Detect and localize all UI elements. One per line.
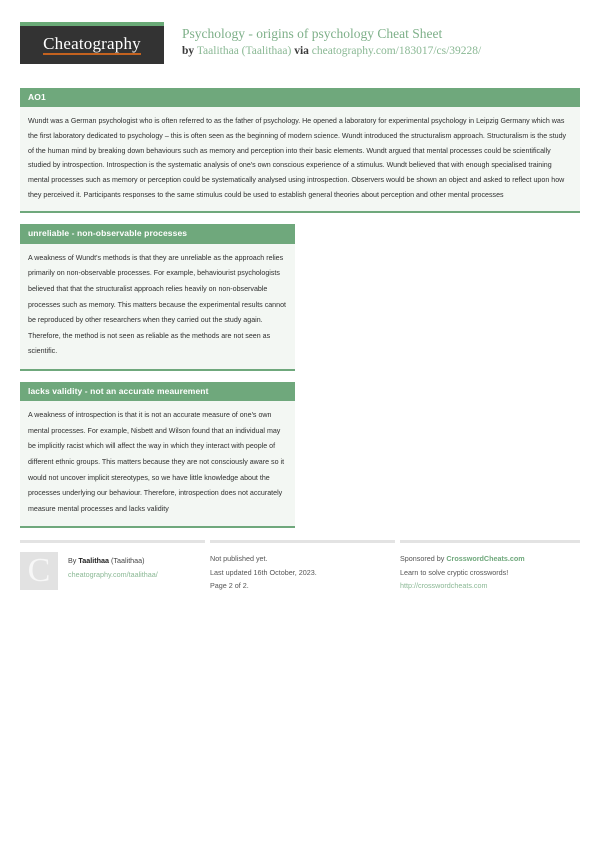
avatar: C xyxy=(20,552,58,590)
sponsor-prefix: Sponsored by xyxy=(400,554,447,564)
title-block xyxy=(182,22,481,60)
footer-author-name: Taalithaa xyxy=(78,556,110,566)
footer-author-link[interactable]: cheatography.com/taalithaa/ xyxy=(68,569,158,579)
footer-sponsor-column xyxy=(400,540,580,592)
sponsor-line xyxy=(400,552,580,565)
cheatography-logo[interactable] xyxy=(20,22,164,64)
cheat-sheet-content xyxy=(20,88,580,528)
byline xyxy=(182,43,481,60)
publish-status: Not published yet. xyxy=(210,554,268,564)
section-title: AO1 xyxy=(20,88,580,107)
logo-text: Cheatography xyxy=(43,34,141,53)
page-footer xyxy=(20,540,580,592)
section-lacks-validity xyxy=(20,382,295,529)
byline-via-label: via xyxy=(294,45,309,58)
last-updated: Last updated 16th October, 2023. xyxy=(210,567,317,577)
section-unreliable xyxy=(20,224,295,371)
footer-author-handle: (Taalithaa) xyxy=(111,556,145,566)
footer-author-column xyxy=(20,540,205,592)
byline-by-label: by xyxy=(182,45,195,58)
byline-source-link[interactable]: cheatography.com/183017/cs/39228/ xyxy=(311,45,482,58)
section-body: A weakness of Wundt's methods is that they are unreliable as the approach relies primarily on non-observable processes. For example, behaviourist psychologists believed that that the structuralist approach relies heavily on non-observable processes such as memory. This matters because the experimental results cannot be reproduced by other researchers when they carried out the study again. Therefore, the method is not seen as reliable as the methods are not seen as scientific. xyxy=(20,244,295,371)
section-ao1 xyxy=(20,88,580,213)
page-title: Psychology - origins of psychology Cheat Sheet xyxy=(182,26,443,41)
footer-author-line xyxy=(68,554,158,567)
page-number: Page 2 of 2. xyxy=(210,581,249,590)
section-title: unreliable - non-observable processes xyxy=(20,224,295,243)
footer-publish-column xyxy=(210,540,395,592)
section-title: lacks validity - not an accurate meaurement xyxy=(20,382,295,401)
page-header xyxy=(20,22,580,74)
footer-author-text xyxy=(68,552,158,592)
section-body: A weakness of introspection is that it is not an accurate measure of one's own mental processes. For example, Nisbett and Wilson found that an individual may be implicitly racist which will affect the way in which they interact with people of different ethnic groups. This matters because they are not consciously aware so it would not uncover implicit stereotypes, so we have little knowledge about the processes underlying our behaviour. Therefore, introspection does not accurately measure mental processes and lacks validity xyxy=(20,401,295,528)
sponsor-name[interactable]: CrosswordCheats.com xyxy=(446,554,525,564)
section-body: Wundt was a German psychologist who is often referred to as the father of psychology. He opened a laboratory for experimental psychology in Leipzig Germany which was the first laboratory dedicated to psychology – this is often seen as the beginning of modern science. Wundt introduced the structuralism approach. Structuralism is the study of the human mind by breaking down behaviours such as memory and perception into their basic elements. Wundt argued that mental processes could be scientifically studied by introspection. Introspection is the systematic analysis of one's own conscious experience of a stimulus. Wundt believed that with enough specialised training mental processes such as memory or perception could be systematically analysed using introspection. Observers would be shown an object and asked to reflect upon how they perceived it. Participants responses to the same stimulus could be used to establish general theories about perception and other mental processes xyxy=(20,107,580,213)
byline-author[interactable]: Taalithaa (Taalithaa) xyxy=(196,45,292,58)
footer-by-label: By xyxy=(68,556,77,566)
sponsor-link[interactable]: http://crosswordcheats.com xyxy=(400,581,488,590)
sponsor-tagline: Learn to solve cryptic crosswords! xyxy=(400,567,509,577)
